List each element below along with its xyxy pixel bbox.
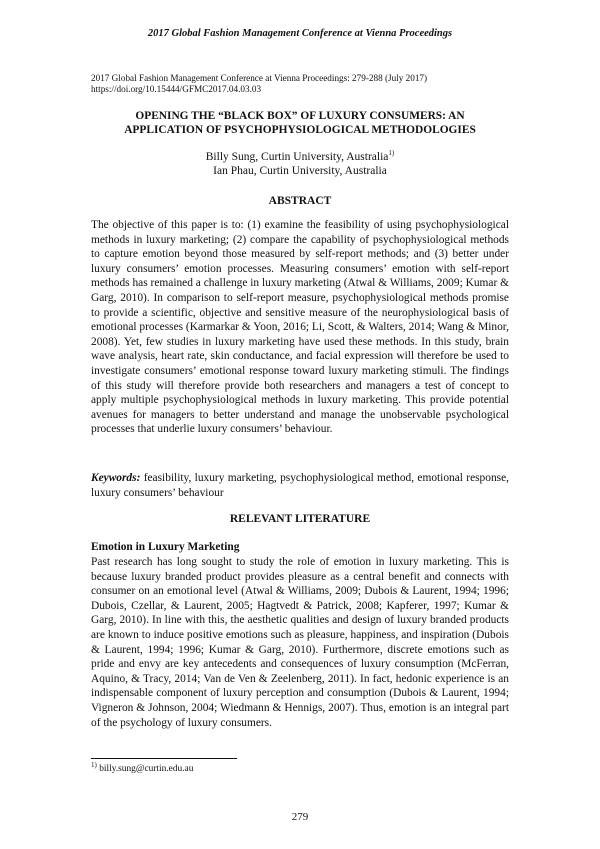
author-1 — [80, 150, 520, 164]
subsection-heading: Emotion in Luxury Marketing — [91, 541, 240, 553]
title-line-1: OPENING THE “BLACK BOX” OF LUXURY CONSUMERS: AN — [135, 110, 465, 122]
footnote — [91, 760, 194, 774]
page-number: 279 — [291, 811, 309, 823]
doi-link[interactable]: https://doi.org/10.15444/GFMC2017.04.03.03 — [91, 84, 262, 94]
author-1-affiliation: Billy Sung, Curtin University, Australia — [205, 151, 389, 163]
citation-block — [91, 73, 511, 95]
running-head: 2017 Global Fashion Management Conference at Vienna Proceedings — [147, 28, 453, 39]
paper-title — [80, 109, 520, 137]
citation-line: 2017 Global Fashion Management Conference at Vienna Proceedings: 279-288 (July 2017) — [91, 73, 428, 83]
abstract-heading: ABSTRACT — [268, 195, 332, 207]
title-line-2: APPLICATION OF PSYCHOPHYSIOLOGICAL METHODOLOGIES — [124, 124, 476, 136]
author-list — [80, 150, 520, 178]
keywords-list: feasibility, luxury marketing, psychophysiological method, emotional response, luxury consumers’ behaviour — [91, 472, 509, 499]
keywords-paragraph — [91, 471, 509, 500]
footnote-divider — [91, 758, 237, 759]
footnote-email[interactable]: billy.sung@curtin.edu.au — [96, 764, 194, 774]
author-2: Ian Phau, Curtin University, Australia — [213, 165, 387, 177]
footnote-mark: 1) — [91, 760, 97, 769]
literature-body: Past research has long sought to study the role of emotion in luxury marketing. This is because luxury branded product provides pleasure as a central benefit and connects with consumer on an emotional level (Atwal & Williams, 2009; Dubois & Laurent, 1994; 1996; Dubois, Czellar, & Laurent, 2005; Hagtvedt & Patrick, 2008; Kapferer, 1997; Kumar & Garg, 2010). In line with this, the aesthetic qualities and design of luxury branded products are known to induce positive emotions such as pleasure, happiness, and inspiration (Dubois & Laurent, 1994; 1996; Kumar & Garg, 2010). Furthermore, discrete emotions such as pride and envy are key antecedents and consequences of luxury consumption (McFerran, Aquino, & Tracy, 2014; Van de Ven & Zeelenberg, 2011). In fact, hedonic experience is an indispensable component of luxury perception and consumption (Dubois & Laurent, 1994; Vigneron & Johnson, 2004; Wiedmann & Hennigs, 2007). Thus, emotion is an integral part of the psychology of luxury consumers. — [91, 556, 509, 729]
section-heading-literature: RELEVANT LITERATURE — [229, 513, 371, 525]
footnote-marker: 1) — [388, 149, 395, 158]
keywords-label: Keywords: — [91, 472, 141, 484]
abstract-body: The objective of this paper is to: (1) examine the feasibility of using psychophysiological methods in luxury marketing; (2) compare the capability of psychophysiological methods to capture emotion beyond those measured by self-report methods; and (3) better under luxury consumers’ emotion processes. Measuring consumers’ emotion with self-report methods has remained a challenge in luxury marketing (Atwal & Williams, 2009; Kumar & Garg, 2010). In comparison to self-report measure, psychophysiological methods promise to provide a scientific, objective and sensitive measure of the neurophysiological basis of emotional processes (Karmarkar & Yoon, 2016; Li, Scott, & Walters, 2014; Wang & Minor, 2008). Yet, few studies in luxury marketing have used these methods. In this study, brain wave analysis, heart rate, skin conductance, and facial expression will therefore be used to investigate consumers’ emotional response toward luxury marketing stimuli. The findings of this study will therefore provide both researchers and managers a test of concept to apply multiple psychophysiological methods in luxury marketing. This provide potential avenues for managers to better understand and manage the unobservable psychological processes that underlie luxury consumers’ behaviour. — [91, 219, 509, 436]
